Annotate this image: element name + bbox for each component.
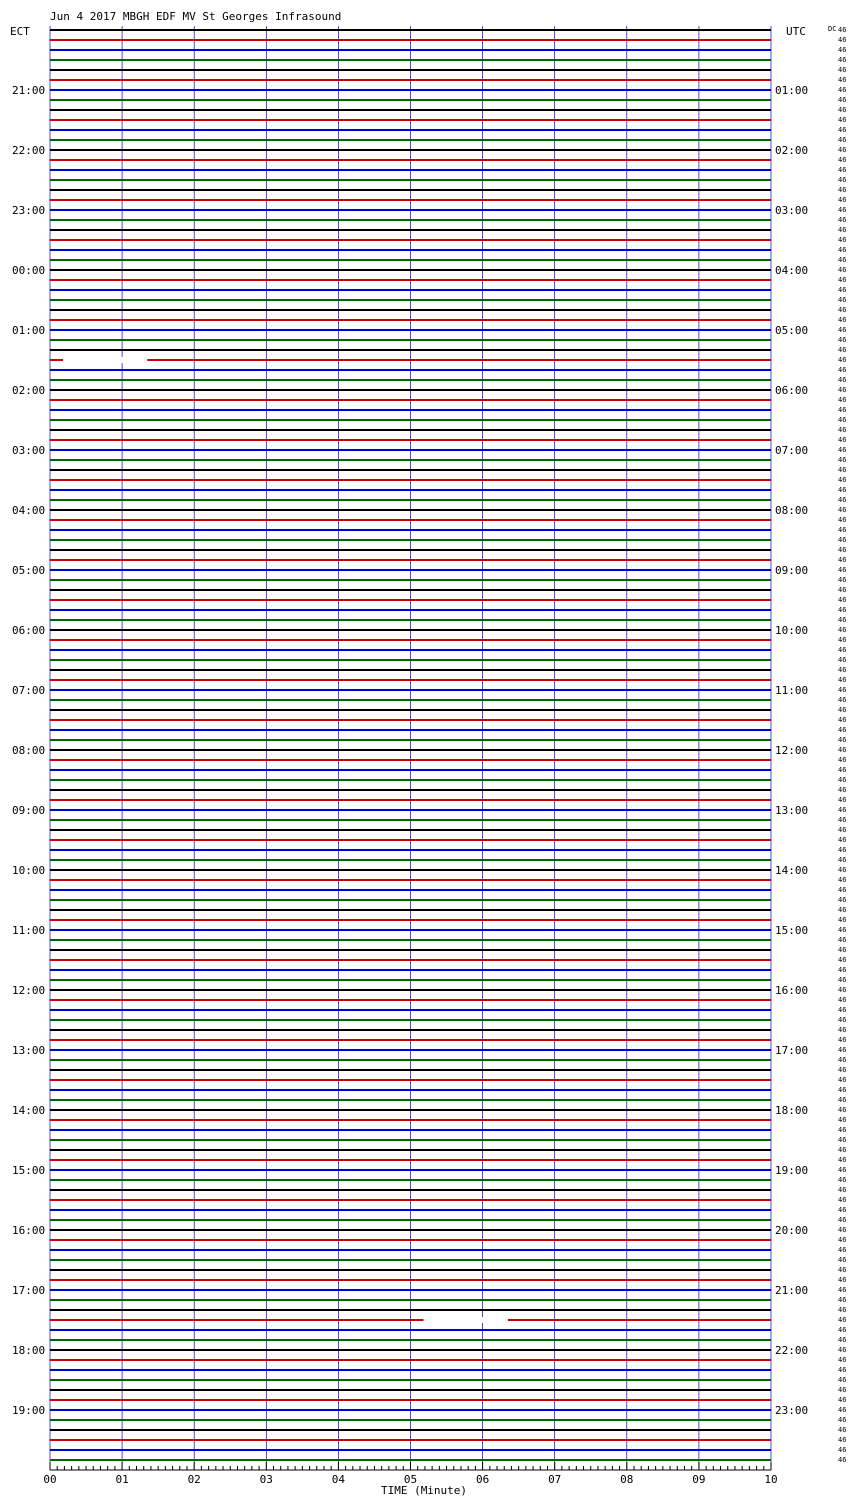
scale-label-53: 46 [838, 556, 847, 564]
scale-label-7: 46 [838, 96, 847, 104]
scale-label-24: 46 [838, 266, 847, 274]
left-hour-label-12: 09:00 [12, 804, 46, 817]
scale-label-45: 46 [838, 476, 847, 484]
left-hour-label-3: 00:00 [12, 264, 46, 277]
scale-label-76: 46 [838, 786, 847, 794]
right-hour-label-0: 01:00 [775, 84, 809, 97]
left-hour-label-21: 18:00 [12, 1344, 46, 1357]
left-hour-label-0: 21:00 [12, 84, 46, 97]
scale-label-99: 46 [838, 1016, 847, 1024]
right-hour-label-1: 02:00 [775, 144, 809, 157]
scale-label-139: 46 [838, 1416, 847, 1424]
left-hour-label-7: 04:00 [12, 504, 46, 517]
right-hour-label-14: 15:00 [775, 924, 809, 937]
scale-label-131: 46 [838, 1336, 847, 1344]
scale-label-22: 46 [838, 246, 847, 254]
x-tick-label-08: 08 [620, 1473, 634, 1486]
scale-label-33: 46 [838, 356, 847, 364]
scale-label-57: 46 [838, 596, 847, 604]
scale-label-134: 46 [838, 1366, 847, 1374]
scale-label-62: 46 [838, 646, 847, 654]
right-hour-label-7: 08:00 [775, 504, 809, 517]
scale-label-101: 46 [838, 1036, 847, 1044]
scale-label-75: 46 [838, 776, 847, 784]
scale-label-80: 46 [838, 826, 847, 834]
scale-label-56: 46 [838, 586, 847, 594]
scale-label-104: 46 [838, 1066, 847, 1074]
scale-label-132: 46 [838, 1346, 847, 1354]
scale-label-4: 46 [838, 66, 847, 74]
scale-label-79: 46 [838, 816, 847, 824]
scale-label-0: 46 [838, 26, 847, 34]
scale-label-26: 46 [838, 286, 847, 294]
right-hour-label-19: 20:00 [775, 1224, 809, 1237]
left-hour-labels [12, 84, 45, 1417]
scale-label-38: 46 [838, 406, 847, 414]
scale-label-1: 46 [838, 36, 847, 44]
right-hour-label-13: 14:00 [775, 864, 809, 877]
x-axis-label: TIME (Minute) [380, 1484, 468, 1497]
scale-label-82: 46 [838, 846, 847, 854]
left-hour-label-5: 02:00 [12, 384, 46, 397]
right-hour-label-11: 12:00 [775, 744, 809, 757]
left-hour-label-14: 11:00 [12, 924, 46, 937]
scale-label-12: 46 [838, 146, 847, 154]
scale-label-15: 46 [838, 176, 847, 184]
scale-label-125: 46 [838, 1276, 847, 1284]
scale-label-138: 46 [838, 1406, 847, 1414]
left-hour-label-1: 22:00 [12, 144, 46, 157]
scale-label-128: 46 [838, 1306, 847, 1314]
scale-label-129: 46 [838, 1316, 847, 1324]
scale-label-136: 46 [838, 1386, 847, 1394]
scale-label-90: 46 [838, 926, 847, 934]
scale-label-61: 46 [838, 636, 847, 644]
scale-label-58: 46 [838, 606, 847, 614]
scale-label-78: 46 [838, 806, 847, 814]
scale-label-42: 46 [838, 446, 847, 454]
right-hour-label-22: 23:00 [775, 1404, 809, 1417]
left-hour-label-11: 08:00 [12, 744, 46, 757]
scale-label-120: 46 [838, 1226, 847, 1234]
scale-label-95: 46 [838, 976, 847, 984]
scale-label-87: 46 [838, 896, 847, 904]
right-hour-label-3: 04:00 [775, 264, 809, 277]
scale-label-32: 46 [838, 346, 847, 354]
scale-label-44: 46 [838, 466, 847, 474]
scale-label-113: 46 [838, 1156, 847, 1164]
right-hour-label-10: 11:00 [775, 684, 809, 697]
scale-label-127: 46 [838, 1296, 847, 1304]
chart-title: Jun 4 2017 MBGH EDF MV St Georges Infrasound [50, 10, 342, 23]
scale-label-116: 46 [838, 1186, 847, 1194]
left-hour-label-8: 05:00 [12, 564, 46, 577]
scale-label-89: 46 [838, 916, 847, 924]
scale-label-118: 46 [838, 1206, 847, 1214]
scale-label-21: 46 [838, 236, 847, 244]
scale-label-119: 46 [838, 1216, 847, 1224]
scale-label-41: 46 [838, 436, 847, 444]
scale-label-85: 46 [838, 876, 847, 884]
left-hour-label-6: 03:00 [12, 444, 46, 457]
right-hour-label-6: 07:00 [775, 444, 809, 457]
right-hour-label-2: 03:00 [775, 204, 809, 217]
scale-label-67: 46 [838, 696, 847, 704]
scale-label-50: 46 [838, 526, 847, 534]
scale-label-8: 46 [838, 106, 847, 114]
x-tick-label-01: 01 [115, 1473, 129, 1486]
scale-label-34: 46 [838, 366, 847, 374]
right-hour-label-9: 10:00 [775, 624, 809, 637]
left-hour-label-9: 06:00 [12, 624, 46, 637]
scale-label-94: 46 [838, 966, 847, 974]
right-hour-label-21: 22:00 [775, 1344, 809, 1357]
scale-label-54: 46 [838, 566, 847, 574]
x-tick-label-05: 05 [403, 1473, 418, 1486]
x-tick-label-06: 06 [475, 1473, 490, 1486]
scale-label-73: 46 [838, 756, 847, 764]
scale-label-46: 46 [838, 486, 847, 494]
scale-label-17: 46 [838, 196, 847, 204]
scale-label-121: 46 [838, 1236, 847, 1244]
left-hour-label-16: 13:00 [12, 1044, 46, 1057]
scale-label-37: 46 [838, 396, 847, 404]
scale-label-111: 46 [838, 1136, 847, 1144]
vertical-gridlines [50, 26, 771, 1470]
scale-label-106: 46 [838, 1086, 847, 1094]
right-hour-label-12: 13:00 [775, 804, 809, 817]
scale-label-98: 46 [838, 1006, 847, 1014]
scale-label-110: 46 [838, 1126, 847, 1134]
scale-label-108: 46 [838, 1106, 847, 1114]
scale-label-83: 46 [838, 856, 847, 864]
scale-label-9: 46 [838, 116, 847, 124]
scale-label-124: 46 [838, 1266, 847, 1274]
scale-label-51: 46 [838, 536, 847, 544]
scale-label-143: 46 [838, 1456, 847, 1464]
scale-label-130: 46 [838, 1326, 847, 1334]
scale-label-23: 46 [838, 256, 847, 264]
scale-label-25: 46 [838, 276, 847, 284]
left-hour-label-20: 17:00 [12, 1284, 46, 1297]
scale-label-2: 46 [838, 46, 847, 54]
scale-label-11: 46 [838, 136, 847, 144]
left-hour-label-13: 10:00 [12, 864, 46, 877]
left-hour-label-2: 23:00 [12, 204, 46, 217]
scale-label-59: 46 [838, 616, 847, 624]
scale-label-117: 46 [838, 1196, 847, 1204]
scale-label-92: 46 [838, 946, 847, 954]
scale-label-10: 46 [838, 126, 847, 134]
scale-label-55: 46 [838, 576, 847, 584]
right-hour-label-17: 18:00 [775, 1104, 809, 1117]
scale-label-96: 46 [838, 986, 847, 994]
scale-label-39: 46 [838, 416, 847, 424]
scale-label-114: 46 [838, 1166, 847, 1174]
left-hour-label-22: 19:00 [12, 1404, 46, 1417]
scale-label-29: 46 [838, 316, 847, 324]
left-hour-label-15: 12:00 [12, 984, 46, 997]
scale-label-84: 46 [838, 866, 847, 874]
scale-label-112: 46 [838, 1146, 847, 1154]
right-hour-label-20: 21:00 [775, 1284, 809, 1297]
scale-label-103: 46 [838, 1056, 847, 1064]
x-tick-label-09: 09 [692, 1473, 706, 1486]
right-hour-label-4: 05:00 [775, 324, 809, 337]
right-hour-label-15: 16:00 [775, 984, 809, 997]
scale-label-14: 46 [838, 166, 847, 174]
gap-1 [423, 1317, 507, 1323]
right-hour-label-18: 19:00 [775, 1164, 809, 1177]
x-tick-label-03: 03 [259, 1473, 273, 1486]
scale-label-18: 46 [838, 206, 847, 214]
x-tick-label-04: 04 [331, 1473, 346, 1486]
right-hour-label-8: 09:00 [775, 564, 809, 577]
scale-label-86: 46 [838, 886, 847, 894]
scale-label-72: 46 [838, 746, 847, 754]
scale-label-63: 46 [838, 656, 847, 664]
x-tick-label-00: 00 [43, 1473, 57, 1486]
scale-label-142: 46 [838, 1446, 847, 1454]
scale-label-60: 46 [838, 626, 847, 634]
scale-label-88: 46 [838, 906, 847, 914]
scale-label-93: 46 [838, 956, 847, 964]
scale-label-97: 46 [838, 996, 847, 1004]
scale-label-13: 46 [838, 156, 847, 164]
scale-label-137: 46 [838, 1396, 847, 1404]
scale-label-30: 46 [838, 326, 847, 334]
scale-label-115: 46 [838, 1176, 847, 1184]
scale-label-64: 46 [838, 666, 847, 674]
scale-label-27: 46 [838, 296, 847, 304]
scale-label-123: 46 [838, 1256, 847, 1264]
left-hour-label-19: 16:00 [12, 1224, 46, 1237]
scale-label-66: 46 [838, 686, 847, 694]
scale-label-16: 46 [838, 186, 847, 194]
right-hour-labels [775, 84, 808, 1417]
scale-label-133: 46 [838, 1356, 847, 1364]
scale-label-6: 46 [838, 86, 847, 94]
scale-label-3: 46 [838, 56, 847, 64]
scale-label-81: 46 [838, 836, 847, 844]
scale-label-122: 46 [838, 1246, 847, 1254]
right-hour-label-16: 17:00 [775, 1044, 809, 1057]
scale-label-19: 46 [838, 216, 847, 224]
trace-scale-labels [838, 26, 846, 1464]
scale-header-label: DC [828, 25, 837, 33]
scale-label-102: 46 [838, 1046, 847, 1054]
scale-label-70: 46 [838, 726, 847, 734]
scale-label-71: 46 [838, 736, 847, 744]
scale-label-68: 46 [838, 706, 847, 714]
scale-label-77: 46 [838, 796, 847, 804]
scale-label-40: 46 [838, 426, 847, 434]
scale-label-20: 46 [838, 226, 847, 234]
scale-label-43: 46 [838, 456, 847, 464]
left-hour-label-18: 15:00 [12, 1164, 46, 1177]
scale-label-109: 46 [838, 1116, 847, 1124]
gap-0 [63, 357, 147, 363]
x-axis [43, 1462, 777, 1486]
scale-label-49: 46 [838, 516, 847, 524]
scale-label-47: 46 [838, 496, 847, 504]
right-hour-label-5: 06:00 [775, 384, 809, 397]
left-hour-label-17: 14:00 [12, 1104, 46, 1117]
scale-label-5: 46 [838, 76, 847, 84]
scale-label-65: 46 [838, 676, 847, 684]
scale-label-107: 46 [838, 1096, 847, 1104]
scale-label-141: 46 [838, 1436, 847, 1444]
left-timezone-label: ECT [10, 25, 30, 38]
left-hour-label-4: 01:00 [12, 324, 46, 337]
x-tick-label-02: 02 [187, 1473, 201, 1486]
scale-label-140: 46 [838, 1426, 847, 1434]
scale-label-36: 46 [838, 386, 847, 394]
scale-label-105: 46 [838, 1076, 847, 1084]
scale-label-35: 46 [838, 376, 847, 384]
scale-label-100: 46 [838, 1026, 847, 1034]
scale-label-69: 46 [838, 716, 847, 724]
x-tick-label-07: 07 [548, 1473, 562, 1486]
left-hour-label-10: 07:00 [12, 684, 46, 697]
scale-label-48: 46 [838, 506, 847, 514]
x-tick-label-10: 10 [764, 1473, 778, 1486]
scale-label-52: 46 [838, 546, 847, 554]
scale-label-74: 46 [838, 766, 847, 774]
scale-label-126: 46 [838, 1286, 847, 1294]
scale-label-28: 46 [838, 306, 847, 314]
scale-label-91: 46 [838, 936, 847, 944]
scale-label-31: 46 [838, 336, 847, 344]
right-timezone-label: UTC [786, 25, 806, 38]
scale-label-135: 46 [838, 1376, 847, 1384]
